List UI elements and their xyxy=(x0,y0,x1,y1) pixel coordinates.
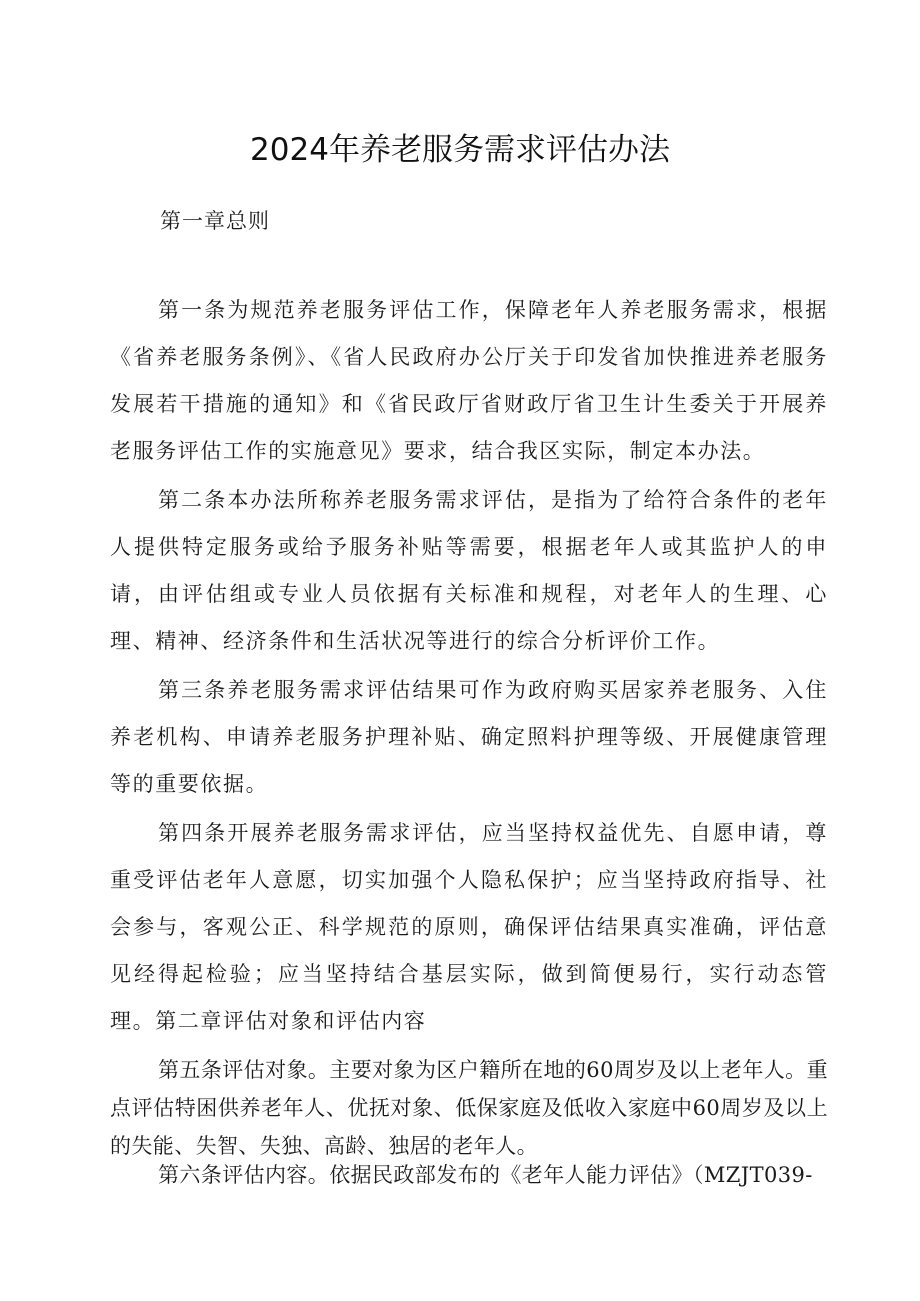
article-3-paragraph: 第三条养老服务需求评估结果可作为政府购买居家养老服务、入住养老机构、申请养老服务护理补贴、确定照料护理等级、开展健康管理等的重要依据。 xyxy=(110,678,828,796)
article-1-paragraph: 第一条为规范养老服务评估工作，保障老年人养老服务需求，根据《省养老服务条例》、《省人民政府办公厅关于印发省加快推进养老服务发展若干措施的通知》和《省民政厅省财政厅省卫生计生委关于开展养老服务评估工作的实施意见》要求，结合我区实际，制定本办法。 xyxy=(110,298,828,463)
article-2-paragraph: 第二条本办法所称养老服务需求评估，是指为了给符合条件的老年人提供特定服务或给予服务补贴等需要，根据老年人或其监护人的申请，由评估组或专业人员依据有关标准和规程，对老年人的生理、心理、精神、经济条件和生活状况等进行的综合分析评价工作。 xyxy=(110,488,828,653)
article-5-paragraph: 第五条评估对象。主要对象为区户籍所在地的60周岁及以上老年人。重点评估特困供养老年人、优抚对象、低保家庭及低收入家庭中60周岁及以上的失能、失智、失独、高龄、独居的老年人。 xyxy=(110,1058,828,1158)
document-title: 2024年养老服务需求评估办法 xyxy=(250,132,670,168)
chapter-heading: 第一章总则 xyxy=(160,209,270,233)
article-6-paragraph: 第六条评估内容。依据民政部发布的《老年人能力评估》（MZJT039- xyxy=(158,1163,813,1187)
article-4-paragraph: 第四条开展养老服务需求评估，应当坚持权益优先、自愿申请，尊重受评估老年人意愿，切实加强个人隐私保护；应当坚持政府指导、社会参与，客观公正、科学规范的原则，确保评估结果真实准确，评估意见经得起检验；应当坚持结合基层实际，做到简便易行，实行动态管理。第二章评估对象和评估内容 xyxy=(110,821,828,1033)
